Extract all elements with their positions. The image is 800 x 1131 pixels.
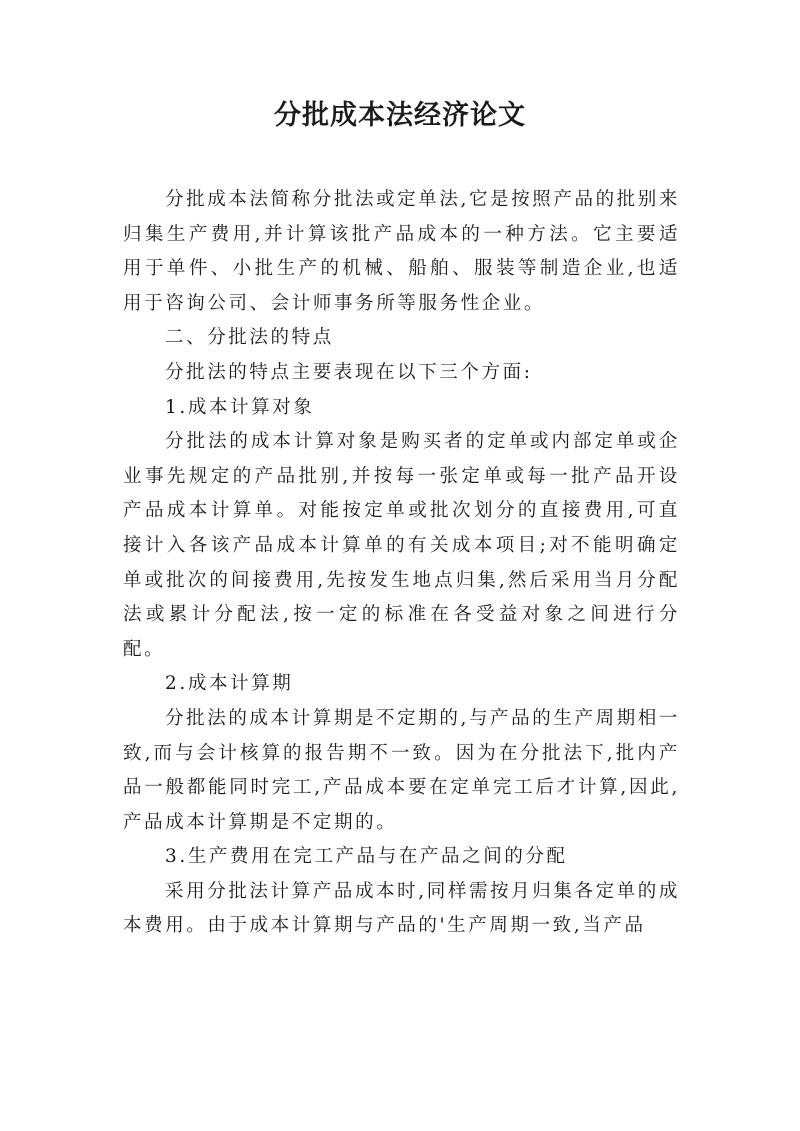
subheading-cost-allocation: 3.生产费用在完工产品与在产品之间的分配: [165, 846, 568, 868]
subheading-cost-object: 1.成本计算对象: [165, 396, 315, 418]
document-title: 分批成本法经济论文: [274, 100, 526, 131]
document-body: [123, 183, 680, 944]
paragraph-cost-object: 分批法的成本计算对象是购买者的定单或内部定单或企业事先规定的产品批别,并按每一张定单或每一批产品开设产品成本计算单。对能按定单或批次划分的直接费用,可直接计入各该产品成本计算单的有关成本项目;对不能明确定单或批次的间接费用,先按发生地点归集,然后采用当月分配法或累计分配法,按一定的标准在各受益对象之间进行分配。: [123, 431, 680, 660]
paragraph-cost-allocation: 采用分批法计算产品成本时,同样需按月归集各定单的成本费用。由于成本计算期与产品的'生产周期一致,当产品: [123, 880, 680, 937]
paragraph-intro: 分批成本法简称分批法或定单法,它是按照产品的批别来归集生产费用,并计算该批产品成本的一种方法。它主要适用于单件、小批生产的机械、船舶、服装等制造企业,也适用于咨询公司、会计师事务所等服务性企业。: [123, 189, 680, 314]
paragraph-cost-period: 分批法的成本计算期是不定期的,与产品的生产周期相一致,而与会计核算的报告期不一致。因为在分批法下,批内产品一般都能同时完工,产品成本要在定单完工后才计算,因此,产品成本计算期是不定期的。: [123, 707, 680, 833]
subheading-cost-period: 2.成本计算期: [165, 673, 294, 695]
section-heading-features: 二、分批法的特点: [165, 327, 334, 349]
paragraph-features-summary: 分批法的特点主要表现在以下三个方面:: [165, 361, 533, 383]
